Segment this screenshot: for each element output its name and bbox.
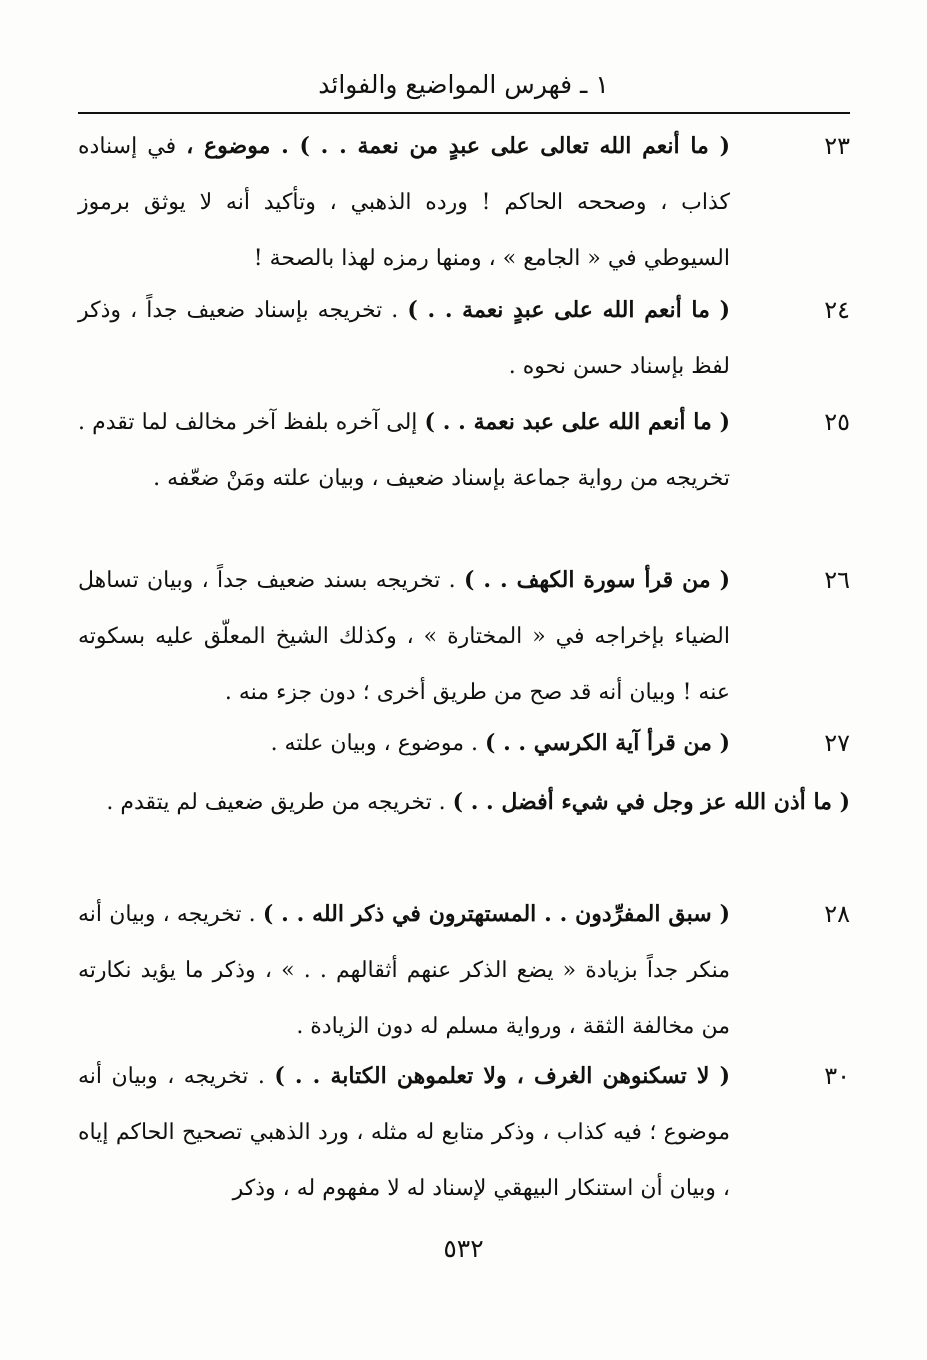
entry-lead: ( سبق المفرِّدون . . المستهترون في ذكر الله . . ) bbox=[262, 901, 730, 927]
entry-rest: . تخريجه ، وبيان أنه منكر جداً بزيادة « يضع الذكر عنهم أثقالهم . . » ، وذكر ما يؤيد نكارته من مخالفة الثقة ، ورواية مسلم له دون الزيادة . bbox=[78, 902, 730, 1039]
entry-23 bbox=[78, 118, 850, 308]
entry-lead: ( من قرأ آية الكرسي . . ) bbox=[485, 730, 730, 756]
entry-lead: ( ما أنعم الله على عبدٍ نعمة . . ) bbox=[407, 297, 730, 323]
header-rule bbox=[78, 112, 850, 114]
entry-lead: ( ما أذن الله عز وجل في شيء أفضل . . ) bbox=[452, 789, 850, 815]
entry-text bbox=[78, 394, 730, 507]
entry-text bbox=[78, 886, 730, 1055]
entry-text bbox=[78, 282, 730, 395]
page-header: ١ ـ فهرس المواضيع والفوائد bbox=[318, 70, 609, 99]
entry-number: ٢٤ bbox=[824, 296, 850, 324]
entry-text bbox=[78, 118, 730, 287]
entry-lead: ( ما أنعم الله على عبد نعمة . . ) bbox=[424, 409, 730, 435]
entry-27-sub bbox=[78, 774, 850, 894]
entry-27 bbox=[78, 715, 850, 775]
entry-text bbox=[78, 715, 730, 772]
entry-number: ٣٠ bbox=[824, 1062, 850, 1090]
entry-rest: . تخريجه من طريق ضعيف لم يتقدم . bbox=[106, 790, 453, 815]
entry-rest: في إسناده كذاب ، وصححه الحاكم ! ورده الذهبي ، وتأكيد أنه لا يوثق برموز السيوطي في « الجامع » ، ومنها رمزه لهذا بالصحة ! bbox=[78, 134, 730, 271]
entry-number: ٢٣ bbox=[824, 132, 850, 160]
entry-30 bbox=[78, 1048, 850, 1238]
entry-text bbox=[78, 1048, 730, 1217]
entry-text bbox=[78, 774, 850, 831]
entry-lead: ( من قرأ سورة الكهف . . ) bbox=[463, 567, 730, 593]
page-number: ٥٣٢ bbox=[443, 1234, 484, 1263]
entry-rest: . تخريجه ، وبيان أنه موضوع ؛ فيه كذاب ، وذكر متابع له مثله ، ورد الذهبي تصحيح الحاكم إياه ، وبيان أن استنكار البيهقي لإسناد له لا مفهوم له ، وذكر bbox=[78, 1064, 730, 1201]
entry-number: ٢٧ bbox=[824, 729, 850, 757]
entry-rest: . تخريجه بإسناد ضعيف جداً ، وذكر لفظ بإسناد حسن نحوه . bbox=[78, 298, 730, 379]
entry-number: ٢٦ bbox=[824, 566, 850, 594]
entry-rest: . موضوع ، وبيان علته . bbox=[270, 731, 486, 756]
entry-number: ٢٨ bbox=[824, 900, 850, 928]
entry-text bbox=[78, 552, 730, 721]
entry-26 bbox=[78, 552, 850, 742]
entry-number: ٢٥ bbox=[824, 408, 850, 436]
entry-lead: ( لا تسكنوهن الغرف ، ولا تعلموهن الكتابة . . ) bbox=[274, 1063, 730, 1089]
entry-rest: . تخريجه بسند ضعيف جداً ، وبيان تساهل الضياء بإخراجه في « المختارة » ، وكذلك الشيخ المعلّق عليه بسكوته عنه ! وبيان أنه قد صح من طريق أخرى ؛ دون جزء منه . bbox=[78, 568, 730, 705]
entry-lead: ( ما أنعم الله تعالى على عبدٍ من نعمة . . ) . موضوع ، bbox=[186, 133, 730, 159]
entry-rest: إلى آخره بلفظ آخر مخالف لما تقدم . تخريجه من رواية جماعة بإسناد ضعيف ، وبيان علته ومَنْ ضعّفه . bbox=[78, 410, 730, 491]
